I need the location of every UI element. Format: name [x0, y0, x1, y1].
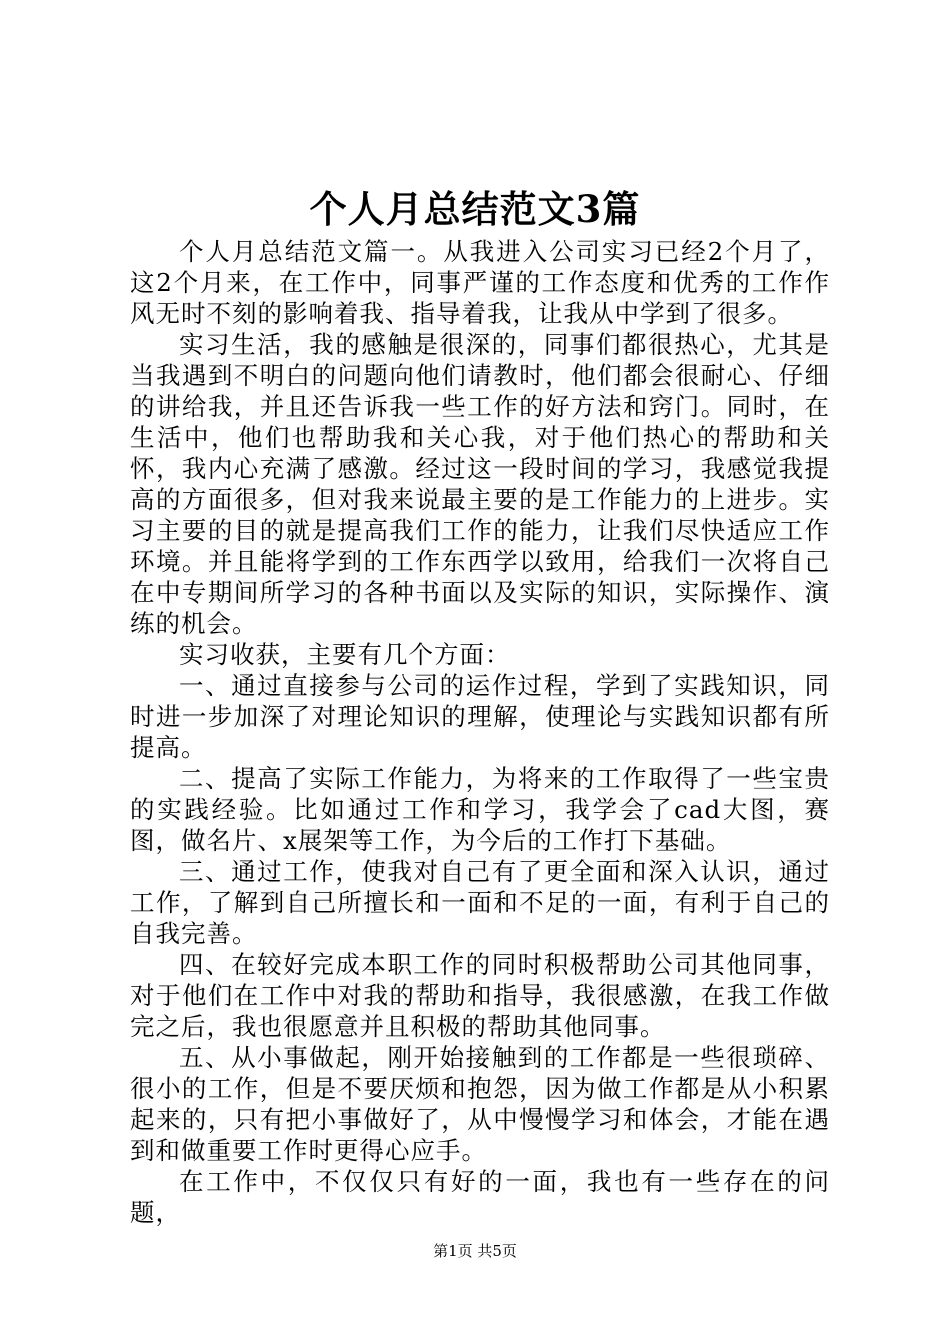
- paragraph-internship-life: 实习生活，我的感触是很深的，同事们都很热心，尤其是当我遇到不明白的问题向他们请教时，他们都会很耐心、仔细的讲给我，并且还告诉我一些工作的好方法和窍门。同时，在生活中，他们也帮助我和关心我，对于他们热心的帮助和关怀，我内心充满了感激。经过这一段时间的学习，我感觉我提高的方面很多，但对我来说最主要的是工作能力的上进步。实习主要的目的就是提高我们工作的能力，让我们尽快适应工作环境。并且能将学到的工作东西学以致用，给我们一次将自己在中专期间所学习的各种书面以及实际的知识，实际操作、演练的机会。: [130, 330, 830, 638]
- document-body: [130, 236, 830, 1228]
- paragraph-point-4: 四、在较好完成本职工作的同时积极帮助公司其他同事，对于他们在工作中对我的帮助和指导，我很感激，在我工作做完之后，我也很愿意并且积极的帮助其他同事。: [130, 950, 830, 1041]
- paragraph-gains-heading: 实习收获，主要有几个方面：: [179, 640, 511, 669]
- paragraph-problems: 在工作中，不仅仅只有好的一面，我也有一些存在的问题，: [130, 1167, 830, 1227]
- page-number-footer: 第1页 共5页: [433, 1242, 517, 1260]
- paragraph-point-3: 三、通过工作，使我对自己有了更全面和深入认识，通过工作，了解到自己所擅长和一面和不足的一面，有利于自己的自我完善。: [130, 857, 830, 948]
- paragraph-intro: 个人月总结范文篇一。从我进入公司实习已经2个月了，这2个月来，在工作中，同事严谨的工作态度和优秀的工作作风无时不刻的影响着我、指导着我，让我从中学到了很多。: [130, 237, 830, 328]
- document-title: 个人月总结范文3篇: [309, 187, 641, 231]
- paragraph-point-2: 二、提高了实际工作能力，为将来的工作取得了一些宝贵的实践经验。比如通过工作和学习，我学会了cad大图，赛图，做名片、x展架等工作，为今后的工作打下基础。: [130, 764, 830, 855]
- paragraph-point-5: 五、从小事做起，刚开始接触到的工作都是一些很琐碎、很小的工作，但是不要厌烦和抱怨，因为做工作都是从小积累起来的，只有把小事做好了，从中慢慢学习和体会，才能在遇到和做重要工作时更得心应手。: [130, 1043, 830, 1165]
- paragraph-point-1: 一、通过直接参与公司的运作过程，学到了实践知识，同时进一步加深了对理论知识的理解，使理论与实践知识都有所提高。: [130, 671, 830, 762]
